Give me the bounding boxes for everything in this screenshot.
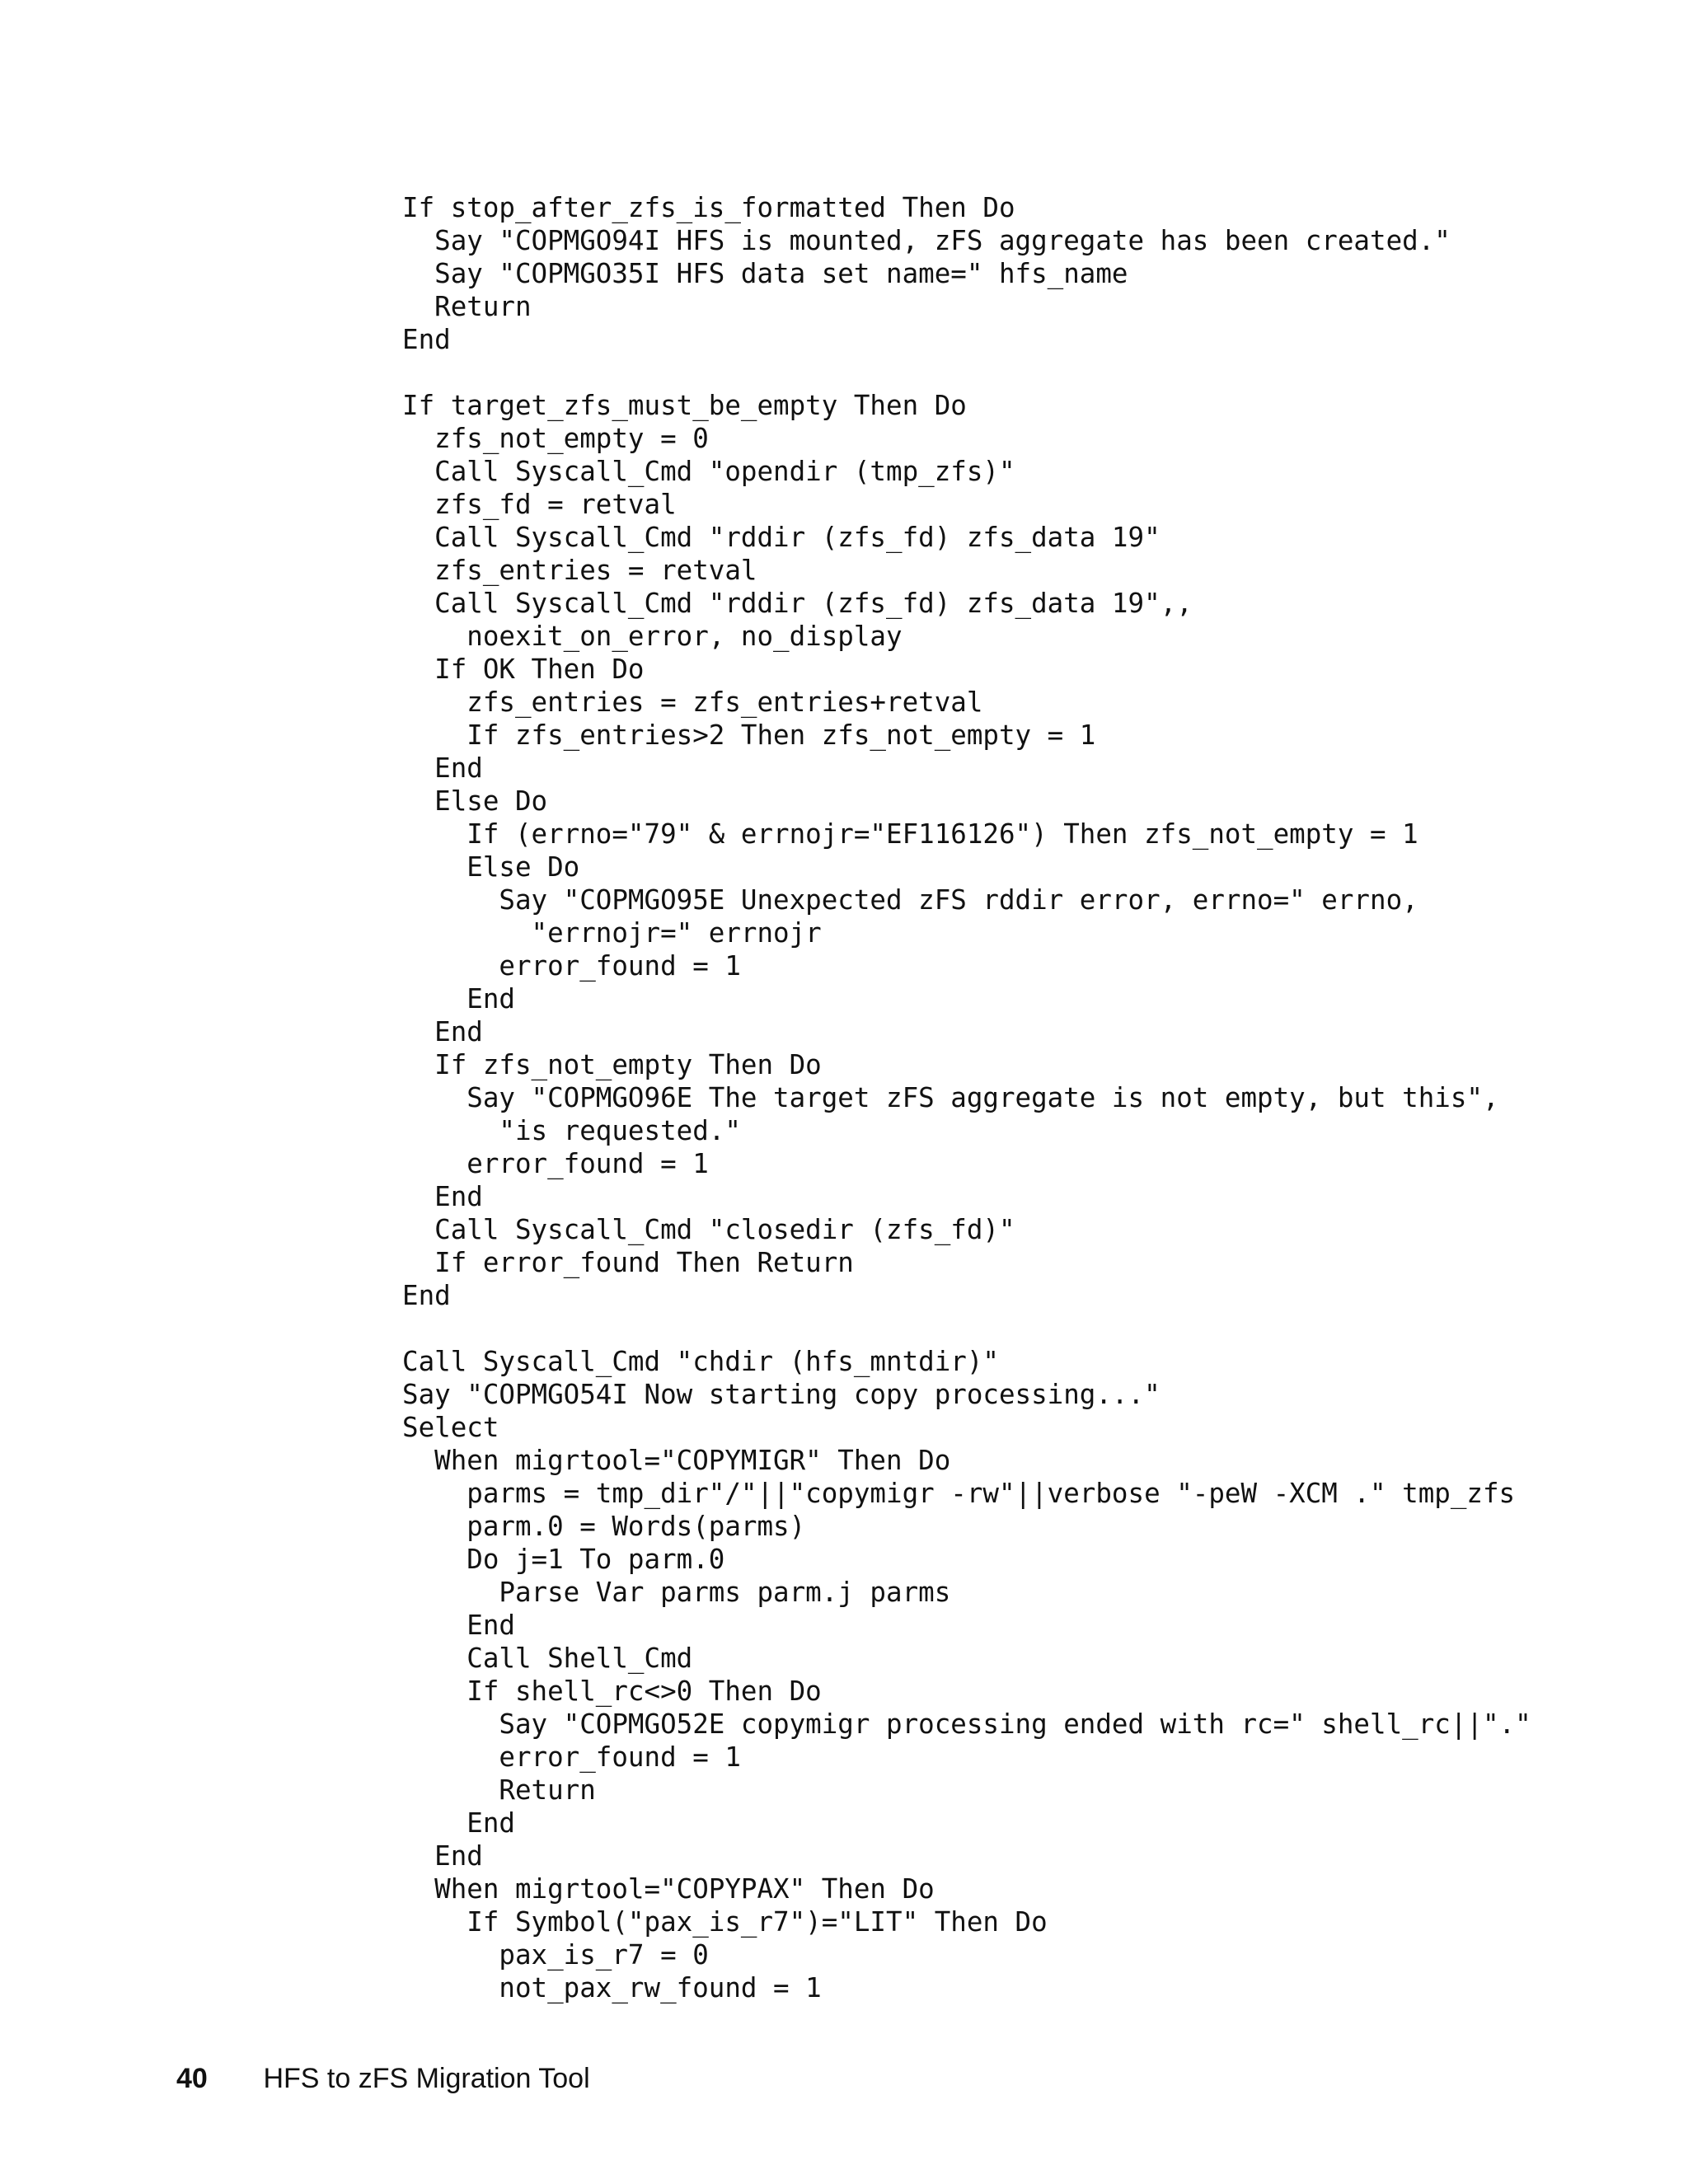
code-line: End [402,1181,483,1212]
code-line: Say "COPMGO95E Unexpected zFS rddir error, errno=" errno, [402,884,1418,916]
code-line: If stop_after_zfs_is_formatted Then Do [402,192,1015,223]
code-line: When migrtool="COPYPAX" Then Do [402,1873,935,1905]
code-line: Select [402,1412,499,1443]
code-line: zfs_not_empty = 0 [402,423,709,454]
code-line: parms = tmp_dir"/"||"copymigr -rw"||verbose "-peW -XCM ." tmp_zfs [402,1478,1516,1509]
code-line: Say "COPMGO54I Now starting copy processing..." [402,1379,1160,1410]
document-title: HFS to zFS Migration Tool [263,2063,590,2094]
code-line: Say "COPMGO35I HFS data set name=" hfs_name [402,258,1128,289]
code-line: If (errno="79" & errnojr="EF116126") Then zfs_not_empty = 1 [402,818,1418,850]
code-line: End [402,324,451,355]
code-line [402,356,1531,389]
code-line: error_found = 1 [402,950,741,982]
code-line: zfs_entries = retval [402,555,757,586]
code-line: Call Syscall_Cmd "rddir (zfs_fd) zfs_data 19" [402,522,1160,553]
code-line: End [402,1807,515,1839]
code-line: If shell_rc<>0 Then Do [402,1675,822,1707]
code-line: Parse Var parms parm.j parms [402,1577,951,1608]
code-line: Else Do [402,851,580,883]
code-line [402,1312,1531,1345]
code-line: Do j=1 To parm.0 [402,1544,725,1575]
code-line: End [402,1840,483,1872]
code-line: If error_found Then Return [402,1247,854,1278]
code-line: Call Syscall_Cmd "chdir (hfs_mntdir)" [402,1346,999,1377]
code-line: Call Syscall_Cmd "rddir (zfs_fd) zfs_data 19",, [402,588,1193,619]
code-line: parm.0 = Words(parms) [402,1511,806,1542]
page-number: 40 [176,2063,208,2094]
code-line: If target_zfs_must_be_empty Then Do [402,390,967,421]
code-line: Return [402,1774,596,1806]
code-line: "is requested." [402,1115,741,1146]
code-line: End [402,752,483,784]
code-line: Say "COPMGO96E The target zFS aggregate is not empty, but this", [402,1082,1499,1113]
code-line: not_pax_rw_found = 1 [402,1972,822,2004]
code-line: If zfs_entries>2 Then zfs_not_empty = 1 [402,719,1096,751]
code-line: If Symbol("pax_is_r7")="LIT" Then Do [402,1906,1048,1938]
code-line: End [402,983,515,1015]
code-line: noexit_on_error, no_display [402,621,903,652]
code-line: zfs_entries = zfs_entries+retval [402,687,983,718]
code-line: Call Syscall_Cmd "opendir (tmp_zfs)" [402,456,1015,487]
code-line: Call Syscall_Cmd "closedir (zfs_fd)" [402,1214,1015,1245]
code-line: Else Do [402,785,548,817]
code-line: End [402,1610,515,1641]
code-line: error_found = 1 [402,1148,709,1179]
code-listing [402,191,1531,2004]
code-line: zfs_fd = retval [402,489,677,520]
code-line: If zfs_not_empty Then Do [402,1049,822,1080]
code-line: Say "COPMGO52E copymigr processing ended with rc=" shell_rc||"." [402,1708,1531,1740]
code-line: When migrtool="COPYMIGR" Then Do [402,1445,951,1476]
code-line: End [402,1016,483,1047]
code-line: End [402,1280,451,1311]
page-footer [176,2062,590,2095]
code-line: Call Shell_Cmd [402,1643,693,1674]
code-line: If OK Then Do [402,654,645,685]
code-line: pax_is_r7 = 0 [402,1939,709,1971]
code-line: "errnojr=" errnojr [402,917,822,949]
code-line: Return [402,291,532,322]
code-line: error_found = 1 [402,1741,741,1773]
code-line: Say "COPMGO94I HFS is mounted, zFS aggregate has been created." [402,225,1451,256]
